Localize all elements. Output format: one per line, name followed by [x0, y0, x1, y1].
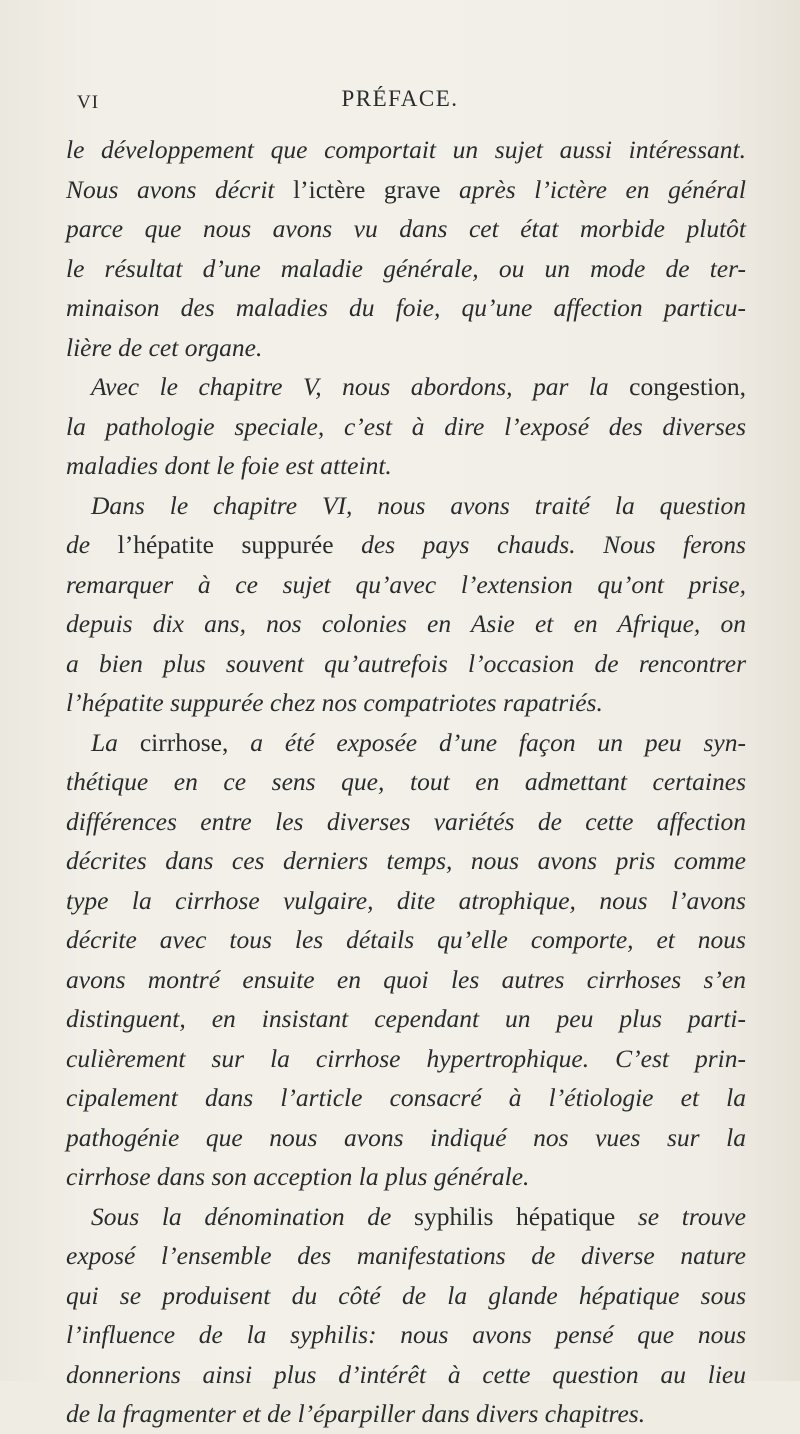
paragraph — [66, 723, 746, 1197]
text-segment: Avec le chapitre V, nous abordons, par la — [91, 372, 630, 401]
text-line — [66, 565, 746, 605]
text-segment: depuis dix ans, nos colonies en Asie et en Afrique, on — [66, 609, 746, 638]
text-line — [66, 1078, 746, 1118]
text-line — [66, 367, 746, 407]
text-line — [66, 130, 746, 170]
text-line — [66, 328, 746, 368]
text-segment: Nous avons décrit — [66, 174, 294, 204]
text-segment: de — [66, 530, 118, 559]
text-line — [66, 249, 746, 289]
text-line — [66, 407, 746, 447]
paragraph — [66, 367, 746, 486]
text-segment: l’influence de la syphilis: nous avons pensé que nous — [66, 1320, 746, 1349]
text-segment: qui se produisent du côté de la glande hépatique sous — [66, 1280, 746, 1310]
text-segment: type la cirrhose vulgaire, dite atrophique, nous l’avons — [66, 885, 746, 915]
text-line — [66, 1118, 746, 1158]
text-line — [66, 723, 746, 763]
text-line — [66, 170, 746, 210]
text-line — [66, 762, 746, 802]
text-line — [66, 644, 746, 684]
text-line — [66, 683, 746, 723]
text-segment: syphilis hépatique — [414, 1201, 616, 1231]
text-line — [66, 1157, 746, 1197]
text-segment: remarquer à ce sujet qu’avec l’extension qu’ont prise, — [66, 569, 746, 599]
text-line — [66, 486, 746, 526]
text-segment: l’hépatite suppurée — [117, 530, 334, 559]
text-segment: le résultat d’une maladie générale, ou un mode de ter- — [66, 253, 746, 283]
paragraph — [66, 486, 746, 723]
text-segment: donnerions ainsi plus d’intérêt à cette question au lieu — [66, 1359, 746, 1389]
text-segment: cirrhose, — [139, 727, 229, 757]
text-line — [66, 960, 746, 1000]
text-segment: a bien plus souvent qu’autrefois l’occasion de rencontrer — [66, 648, 746, 678]
text-segment: décrite avec tous les détails qu’elle comporte, et nous — [66, 925, 746, 954]
text-segment: la pathologie speciale, c’est à dire l’exposé des diverses — [66, 411, 746, 441]
text-segment: l’hépatite suppurée chez nos compatriotes rapatriés. — [66, 688, 603, 717]
text-segment: pathogénie que nous avons indiqué nos vues sur la — [66, 1122, 746, 1152]
text-line — [66, 841, 746, 881]
text-line — [66, 920, 746, 960]
text-line — [66, 1394, 746, 1434]
text-segment: exposé l’ensemble des manifestations de diverse nature — [66, 1241, 746, 1270]
text-segment: minaison des maladies du foie, qu’une affection particu- — [66, 293, 746, 322]
paragraph — [66, 1197, 746, 1434]
page-header — [0, 84, 800, 114]
text-segment: avons montré ensuite en quoi les autres cirrhoses s’en — [66, 964, 746, 994]
text-segment: a été exposée d’une façon un peu syn- — [228, 727, 746, 757]
text-segment: différences entre les diverses variétés de cette affection — [66, 806, 746, 836]
text-segment: Sous la dénomination de — [91, 1201, 415, 1231]
text-segment: distinguent, en insistant cependant un peu plus parti- — [66, 1004, 746, 1033]
text-line — [66, 881, 746, 921]
text-segment: après l’ictère en général — [440, 174, 747, 204]
text-segment: de la fragmenter et de l’éparpiller dans divers chapitres. — [66, 1399, 646, 1428]
text-segment: congestion, — [629, 372, 746, 401]
text-line — [66, 604, 746, 644]
text-segment: décrites dans ces derniers temps, nous avons pris comme — [66, 846, 746, 875]
text-segment: lière de cet organe. — [66, 332, 263, 362]
text-segment: des pays chauds. Nous ferons — [333, 530, 746, 559]
text-segment: se trouve — [615, 1201, 746, 1231]
text-segment: culièrement sur la cirrhose hypertrophique. C’est prin- — [66, 1043, 746, 1073]
text-line — [66, 1355, 746, 1395]
text-segment: cirrhose dans son acception la plus générale. — [66, 1162, 530, 1191]
text-line — [66, 1276, 746, 1316]
text-line — [66, 288, 746, 328]
text-segment: Dans le chapitre VI, nous avons traité la question — [91, 490, 746, 520]
text-segment: maladies dont le foie est atteint. — [66, 451, 392, 480]
text-segment: La — [91, 727, 140, 757]
text-segment: le développement que comportait un sujet aussi intéressant. — [66, 135, 746, 164]
text-line — [66, 802, 746, 842]
page-number: VI — [77, 92, 100, 113]
text-line — [66, 1236, 746, 1276]
text-segment: l’ictère grave — [293, 174, 441, 204]
text-line — [66, 1315, 746, 1355]
text-line — [66, 1039, 746, 1079]
text-segment: thétique en ce sens que, tout en admettant certaines — [66, 767, 746, 796]
text-segment: cipalement dans l’article consacré à l’étiologie et la — [66, 1083, 746, 1112]
running-head: PRÉFACE. — [341, 86, 459, 111]
text-line — [66, 1197, 746, 1237]
body-text — [66, 130, 746, 1434]
text-line — [66, 525, 746, 565]
paragraph — [66, 130, 746, 367]
text-line — [66, 999, 746, 1039]
text-line — [66, 446, 746, 486]
text-line — [66, 209, 746, 249]
text-segment: parce que nous avons vu dans cet état morbide plutôt — [66, 214, 746, 243]
